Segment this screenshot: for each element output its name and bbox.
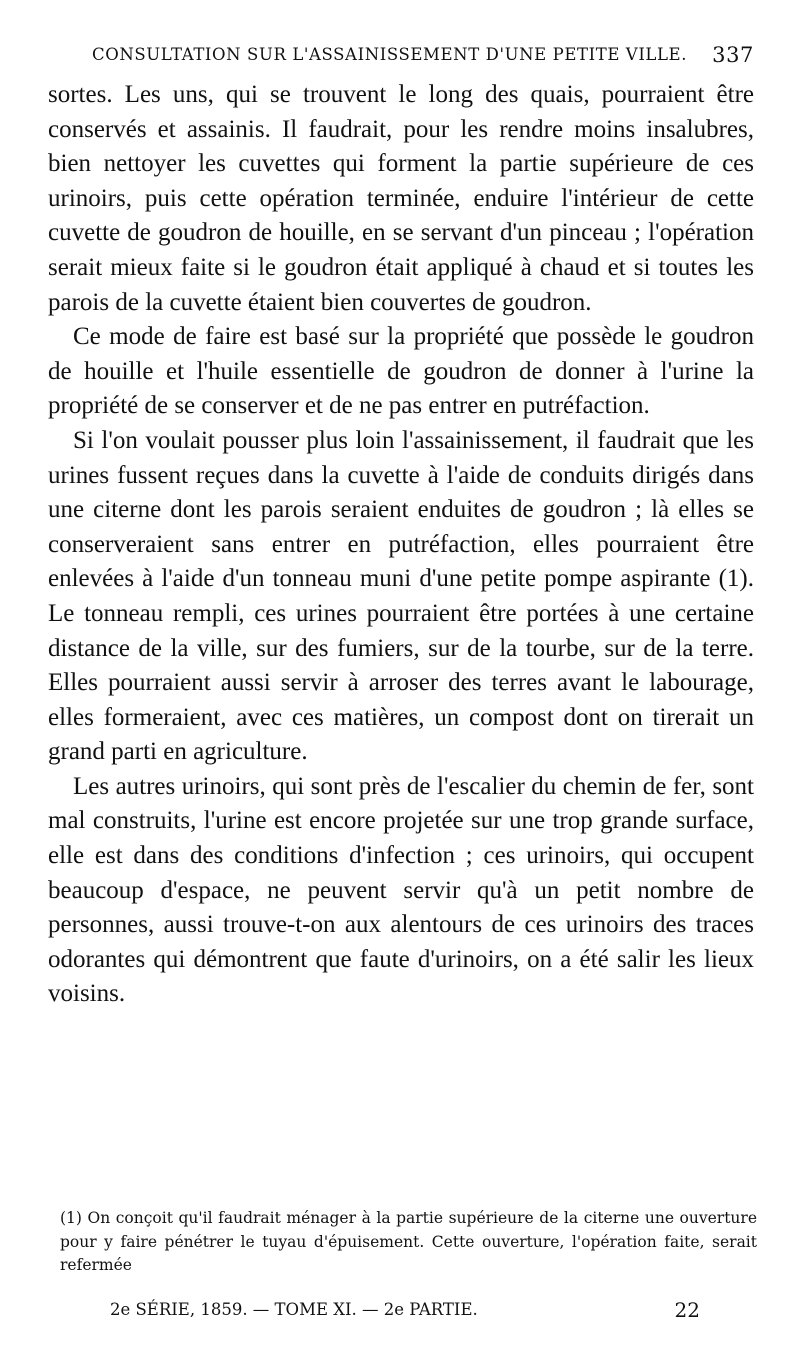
footnote <box>60 1207 757 1278</box>
series-volume: 2e SÉRIE, 1859. — TOME XI. — 2e PARTIE. <box>110 1300 478 1319</box>
paragraph: Si l'on voulait pousser plus loin l'assainissement, il faudrait que les urines fussent reçues dans la cuvette à l'aide de conduits dirigés dans une citerne dont les parois seraient enduites de goudron ; là elles se conserveraient sans entrer en putréfaction, elles pourraient être enlevées à l'aide d'un tonneau muni d'une petite pompe aspirante (1). Le tonneau rempli, ces urines pourraient être portées à une certaine distance de la ville, sur des fumiers, sur de la tourbe, sur de la terre. Elles pourraient aussi servir à arroser des terres avant le labourage, elles formeraient, avec ces matières, un compost dont on tirerait un grand parti en agriculture. <box>48 426 754 766</box>
running-title: CONSULTATION SUR L'ASSAINISSEMENT D'UNE PETITE VILLE. <box>92 45 688 64</box>
paragraph: sortes. Les uns, qui se trouvent le long des quais, pourraient être conservés et assainis. Il faudrait, pour les rendre moins insalubres, bien nettoyer les cuvettes qui forment la partie supérieure de ces urinoirs, puis cette opération terminée, enduire l'intérieur de cette cuvette de goudron de houille, en se servant d'un pinceau ; l'opération serait mieux faite si le goudron était appliqué à chaud et si toutes les parois de la cuvette étaient bien couvertes de goudron. <box>48 81 754 316</box>
footnote-text: (1) On conçoit qu'il faudrait ménager à la partie supérieure de la citerne une ouverture pour y faire pénétrer le tuyau d'épuisement. Cette ouverture, l'opération faite, serait refermée <box>60 1209 757 1274</box>
body-text <box>48 78 754 1012</box>
paragraph: Ce mode de faire est basé sur la propriété que possède le goudron de houille et l'huile essentielle de goudron de donner à l'urine la propriété de se conserver et de ne pas entrer en putréfaction. <box>48 323 754 420</box>
paragraph: Les autres urinoirs, qui sont près de l'escalier du chemin de fer, sont mal construits, l'urine est encore projetée sur une trop grande surface, elle est dans des conditions d'infection ; ces urinoirs, qui occupent beaucoup d'espace, ne peuvent servir qu'à un petit nombre de personnes, aussi trouve-t-on aux alentours de ces urinoirs des traces odorantes qui démontrent que faute d'urinoirs, on a été salir les lieux voisins. <box>48 772 754 1008</box>
sheet-number: 22 <box>674 1298 700 1322</box>
running-header <box>92 38 754 72</box>
signature-line <box>110 1290 700 1330</box>
page-number: 337 <box>712 43 754 67</box>
